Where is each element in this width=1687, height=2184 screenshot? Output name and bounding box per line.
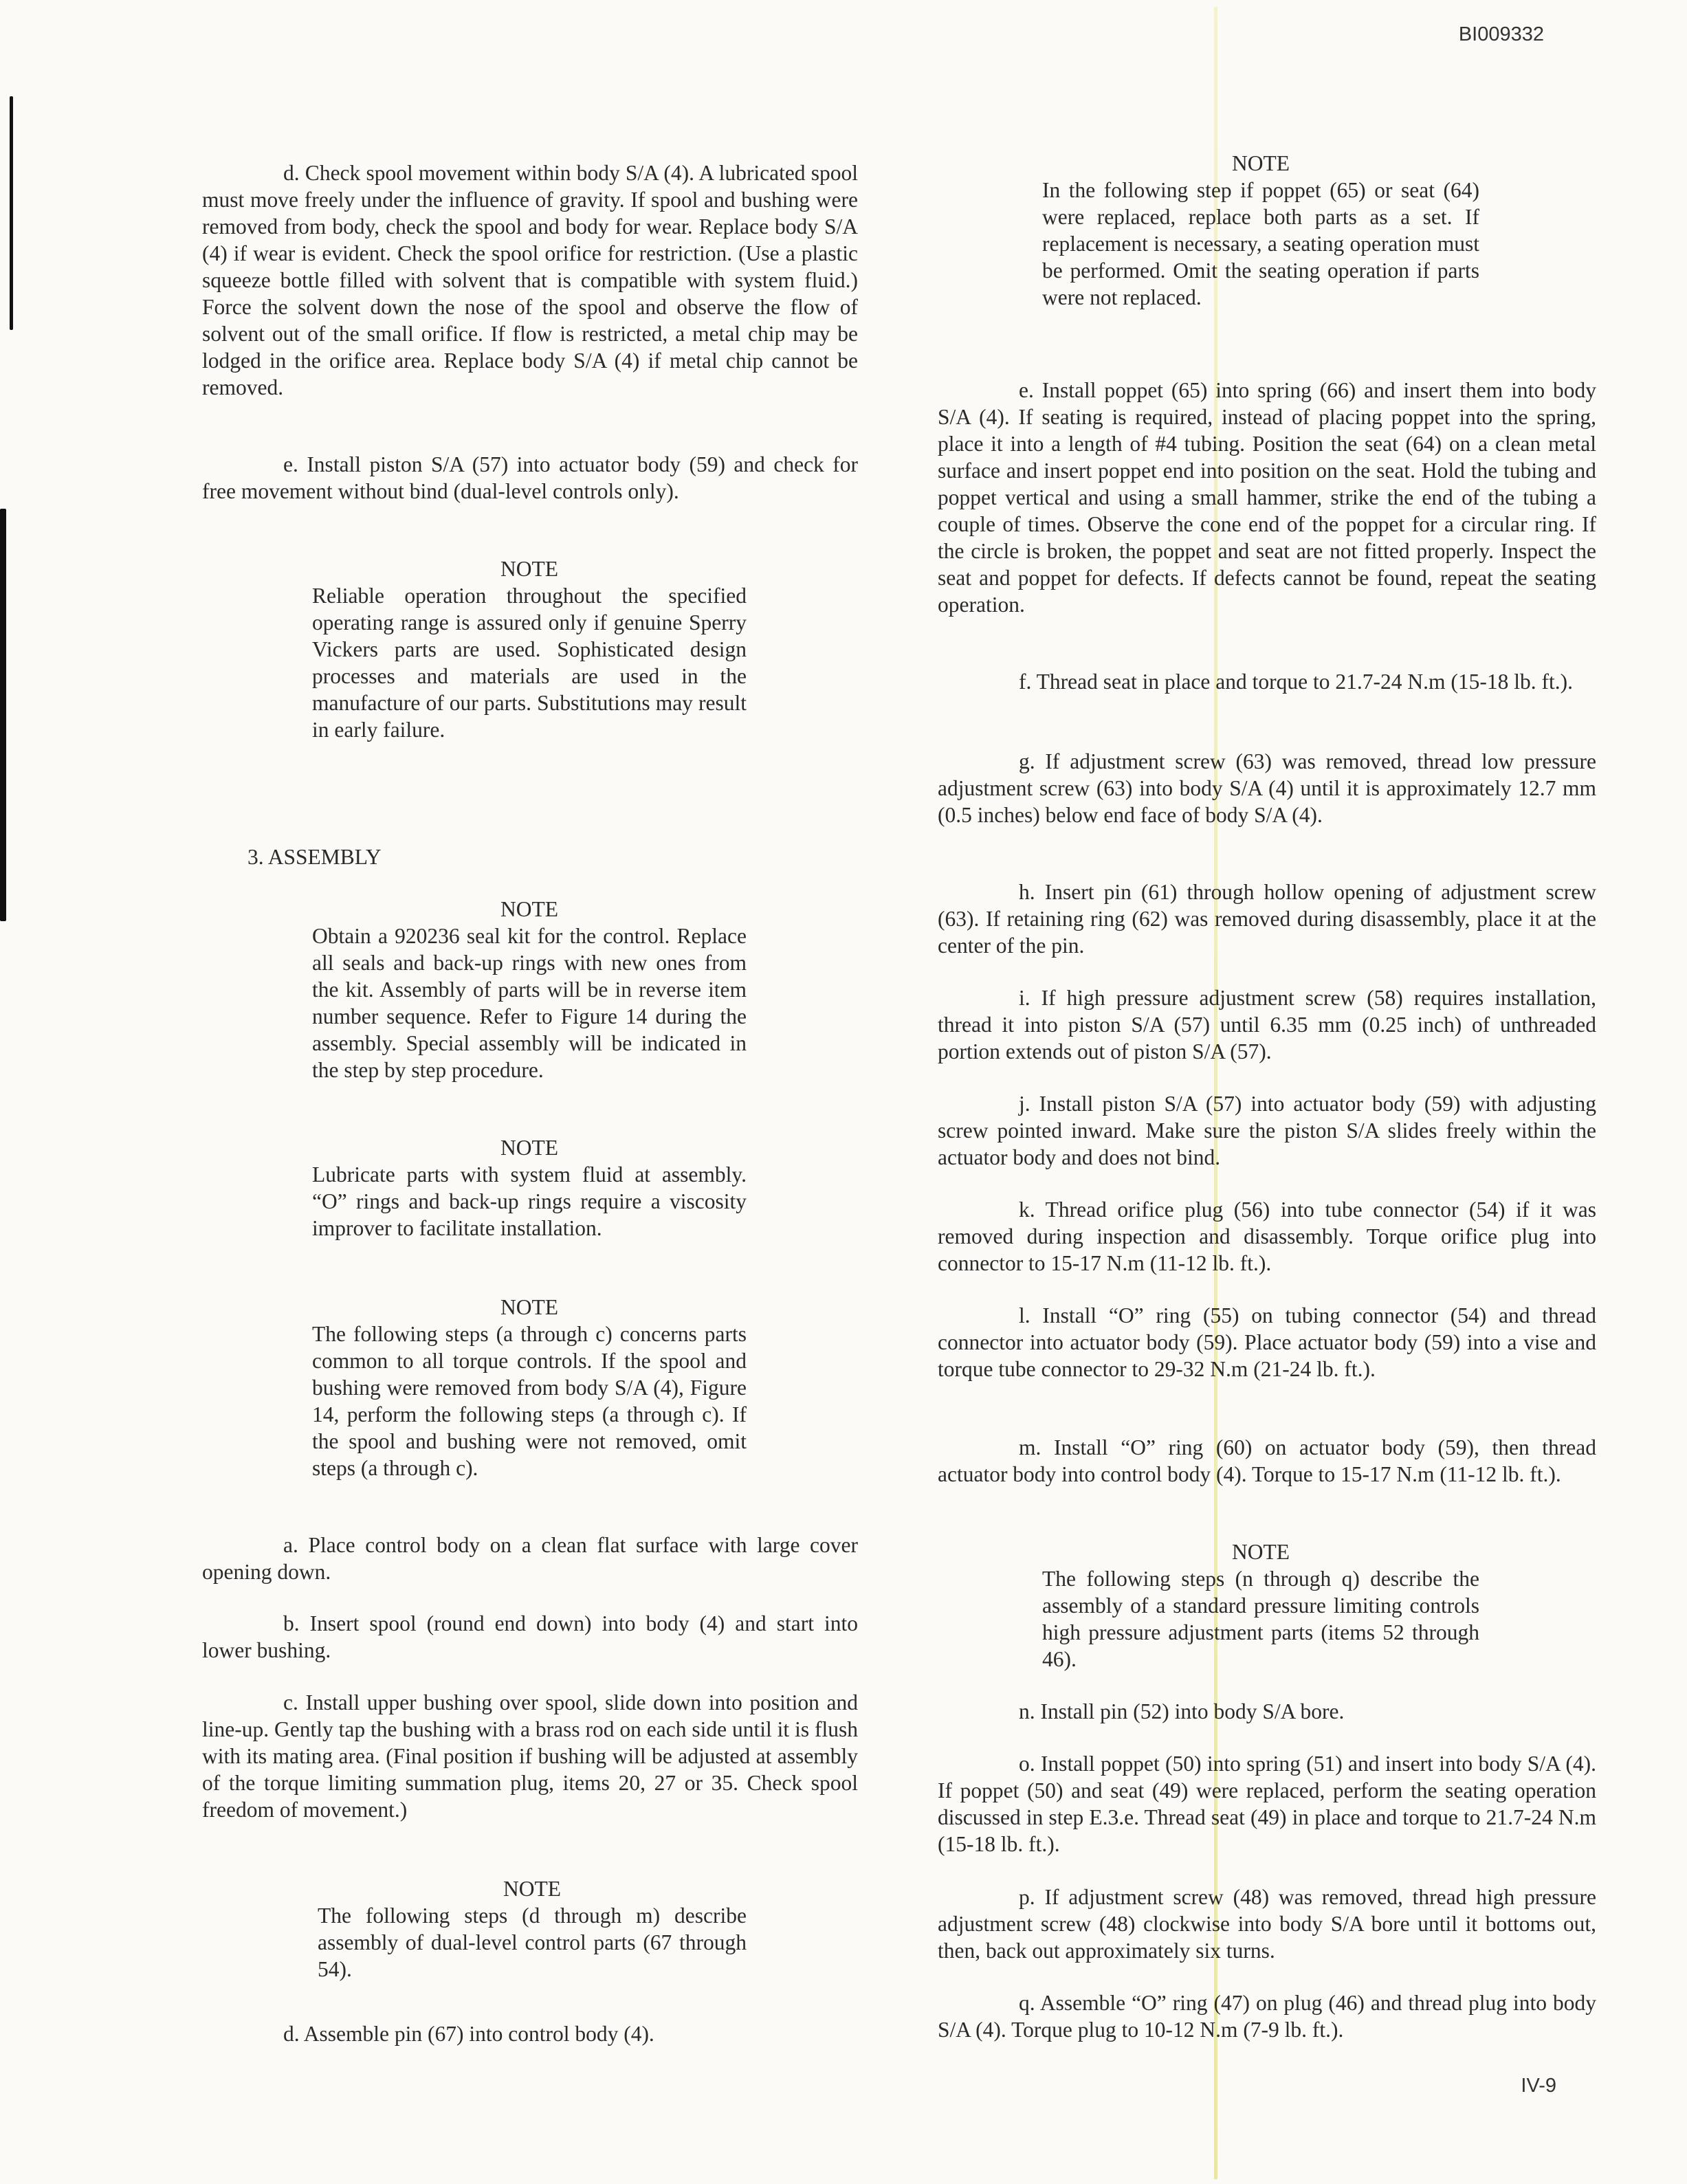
page-number: IV-9 — [1521, 2075, 1556, 2097]
margin-mark-bottom — [0, 509, 6, 921]
step-d: d. Assemble pin (67) into control body (4). — [283, 2022, 654, 2046]
step-b: b. Insert spool (round end down) into body (4) and start into lower bushing. — [202, 1611, 858, 1662]
note-title: NOTE — [1232, 1540, 1290, 1564]
step-k: k. Thread orifice plug (56) into tube connector (54) if it was removed during inspection and disassembly. Torque orifice plug into connector to 15-17 N.m (11-12 lb. ft.). — [938, 1198, 1596, 1275]
step-c: c. Install upper bushing over spool, slide down into position and line-up. Gently tap the bushing with a brass rod on each side until it is flush with its mating area. (Final position if bushing will be adjusted at assembly of the torque limiting summation plug, items 20, 27 or 35. Check spool freedom of movement.) — [202, 1690, 858, 1822]
para-e: e. Install piston S/A (57) into actuator body (59) and check for free movement without bind (dual-level controls only). — [202, 452, 858, 503]
note-body: The following steps (d through m) describe assembly of dual-level control parts (67 through 54). — [318, 1904, 747, 1981]
note-seal-kit — [312, 896, 747, 1083]
step-a: a. Place control body on a clean flat surface with large cover opening down. — [202, 1533, 858, 1584]
document-id: BI009332 — [1458, 23, 1544, 45]
section-heading-assembly: 3. ASSEMBLY — [247, 845, 382, 869]
note-steps-a-c — [312, 1294, 747, 1481]
step-l: l. Install “O” ring (55) on tubing connector (54) and thread connector into actuator body (59). Place actuator body (59) into a vise and torque tube connector to 29-32 N.m (21-24 lb. ft.). — [938, 1303, 1596, 1381]
step-f: f. Thread seat in place and torque to 21.7-24 N.m (15-18 lb. ft.). — [1019, 670, 1573, 694]
note-lubricate — [312, 1134, 747, 1242]
note-title: NOTE — [503, 1877, 561, 1901]
note-title: NOTE — [500, 1136, 558, 1160]
note-body: In the following step if poppet (65) or seat (64) were replaced, replace both parts as a set. If replacement is necessary, a seating operation must be performed. Omit the seating operation if parts were not replaced. — [1042, 178, 1479, 309]
note-title: NOTE — [500, 897, 558, 921]
note-body: Reliable operation throughout the specified operating range is assured only if genuine Sperry Vickers parts are used. Sophisticated design processes and materials are used in the manufacture of our parts. Substitutions may result in early failure. — [312, 584, 747, 742]
step-i: i. If high pressure adjustment screw (58) requires installation, thread it into piston S/A (57) until 6.35 mm (0.25 inch) of unthreaded portion extends out of piston S/A (57). — [938, 986, 1596, 1063]
note-genuine-parts — [312, 555, 747, 743]
step-m: m. Install “O” ring (60) on actuator body (59), then thread actuator body into control body (4). Torque to 15-17 N.m (11-12 lb. ft.). — [938, 1435, 1596, 1486]
step-o: o. Install poppet (50) into spring (51) and insert into body S/A (4). If poppet (50) and seat (49) were replaced, perform the seating operation discussed in step E.3.e. Thread seat (49) in place and torque to 21.7-24 N.m (15-18 lb. ft.). — [938, 1752, 1596, 1856]
step-g: g. If adjustment screw (63) was removed, thread low pressure adjustment screw (63) into body S/A (4) until it is approximately 12.7 mm (0.5 inches) below end face of body S/A (4). — [938, 749, 1596, 827]
note-steps-d-m — [318, 1875, 747, 1983]
margin-mark-top — [10, 96, 13, 330]
para-d: d. Check spool movement within body S/A (4). A lubricated spool must move freely under the influence of gravity. If spool and bushing were removed from body, check the spool and body for wear. Replace body S/A (4) if wear is evident. Check the spool orifice for restriction. (Use a plastic squeeze bottle filled with solvent that is compatible with system fluid.) Force the solvent down the nose of the spool and observe the flow of solvent out of the small orifice. If flow is restricted, a metal chip may be lodged in the orifice area. Replace body S/A (4) if metal chip cannot be removed. — [202, 161, 858, 399]
note-title: NOTE — [500, 557, 558, 581]
note-poppet-seat — [1042, 150, 1479, 311]
note-body: The following steps (n through q) describe the assembly of a standard pressure limiting controls high pressure adjustment parts (items 52 through 46). — [1042, 1567, 1479, 1671]
note-steps-n-q — [1042, 1538, 1479, 1673]
step-q: q. Assemble “O” ring (47) on plug (46) and thread plug into body S/A (4). Torque plug to 10-12 N.m (7-9 lb. ft.). — [938, 1991, 1596, 2042]
note-body: The following steps (a through c) concerns parts common to all torque controls. If the spool and bushing were removed from body S/A (4), Figure 14, perform the following steps (a through c). If the spool and bushing were not removed, omit steps (a through c). — [312, 1322, 747, 1480]
note-body: Lubricate parts with system fluid at assembly. “O” rings and back-up rings require a viscosity improver to facilitate installation. — [312, 1162, 747, 1240]
note-body: Obtain a 920236 seal kit for the control. Replace all seals and back-up rings with new ones from the kit. Assembly of parts will be in reverse item number sequence. Refer to Figure 14 during the assembly. Special assembly will be indicated in the step by step procedure. — [312, 924, 747, 1082]
step-n: n. Install pin (52) into body S/A bore. — [1019, 1699, 1345, 1723]
step-j: j. Install piston S/A (57) into actuator body (59) with adjusting screw pointed inward. Make sure the piston S/A slides freely within the actuator body and does not bind. — [938, 1092, 1596, 1169]
step-p: p. If adjustment screw (48) was removed, thread high pressure adjustment screw (48) clockwise into body S/A bore until it bottoms out, then, back out approximately six turns. — [938, 1885, 1596, 1963]
step-h: h. Insert pin (61) through hollow opening of adjustment screw (63). If retaining ring (62) was removed during disassembly, place it at the center of the pin. — [938, 880, 1596, 958]
step-e: e. Install poppet (65) into spring (66) and insert them into body S/A (4). If seating is required, instead of placing poppet into the spring, place it into a length of #4 tubing. Position the seat (64) on a clean metal surface and insert poppet end into position on the seat. Hold the tubing and poppet vertical and using a small hammer, strike the end of the tubing a couple of times. Observe the cone end of the poppet for a circular ring. If the circle is broken, the poppet and seat are not fitted properly. Inspect the seat and poppet for defects. If defects cannot be found, repeat the seating operation. — [938, 378, 1596, 617]
note-title: NOTE — [500, 1295, 558, 1319]
note-title: NOTE — [1232, 151, 1290, 175]
